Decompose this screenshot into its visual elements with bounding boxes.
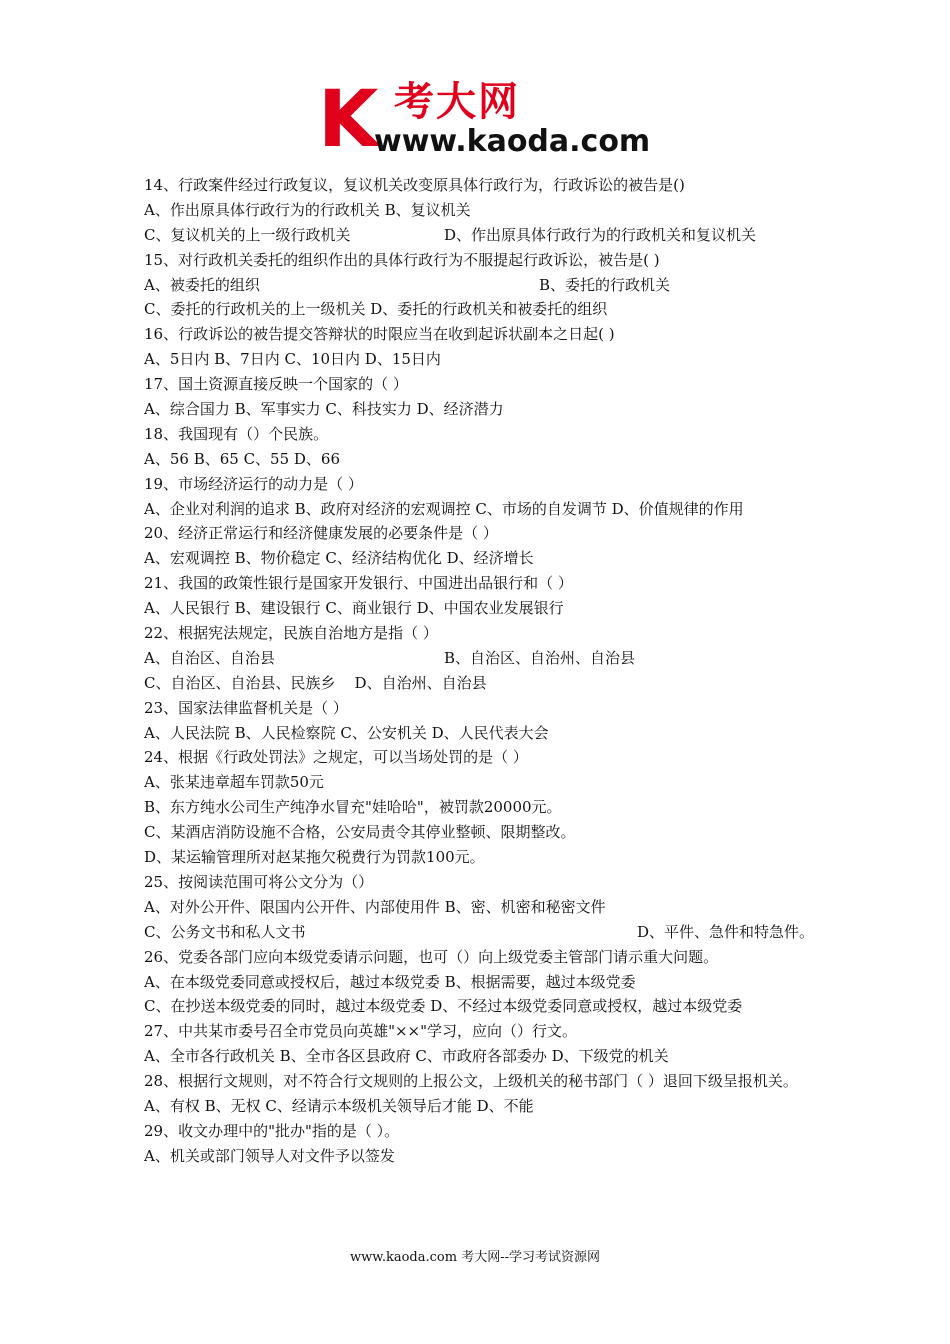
question-26: 26、党委各部门应向本级党委请示问题，也可（）向上级党委主管部门请示重大问题。 — [144, 947, 719, 966]
option-24-a: A、张某违章超车罚款50元 — [144, 773, 324, 792]
option-15-b: B、委托的行政机关 — [539, 275, 671, 294]
options-15-ab — [144, 273, 814, 298]
question-23: 23、国家法律监督机关是（ ） — [144, 698, 348, 717]
options-17: A、综合国力 B、军事实力 C、科技实力 D、经济潜力 — [144, 400, 504, 419]
option-24-c: C、某酒店消防设施不合格，公安局责令其停业整顿、限期整改。 — [144, 823, 576, 842]
options-20: A、宏观调控 B、物价稳定 C、经济结构优化 D、经济增长 — [144, 549, 534, 568]
option-25-c: C、公务文书和私人文书 — [144, 922, 306, 941]
option-25-d: D、平件、急件和特急件。 — [636, 922, 814, 941]
logo-url: www.kaoda.com — [374, 124, 651, 159]
option-14-c: C、复议机关的上一级行政机关 — [144, 225, 351, 244]
options-25-ab: A、对外公开件、限国内公开件、内部使用件 B、密、机密和秘密文件 — [144, 897, 606, 916]
question-27: 27、中共某市委号召全市党员向英雄"××"学习，应向（）行文。 — [144, 1022, 578, 1041]
question-24: 24、根据《行政处罚法》之规定，可以当场处罚的是（ ） — [144, 748, 528, 767]
options-22-cd: C、自治区、自治县、民族乡 D、自治州、自治县 — [144, 673, 487, 692]
question-25: 25、按阅读范围可将公文分为（） — [144, 872, 374, 891]
logo-k-mark: K — [318, 75, 377, 165]
question-29: 29、收文办理中的"批办"指的是（ ）。 — [144, 1121, 400, 1140]
kaoda-logo — [318, 75, 651, 165]
options-26-cd: C、在抄送本级党委的同时，越过本级党委 D、不经过本级党委同意或授权，越过本级党委 — [144, 997, 743, 1016]
question-15: 15、对行政机关委托的组织作出的具体行政行为不服提起行政诉讼，被告是( ) — [144, 250, 660, 269]
option-14-d: D、作出原具体行政行为的行政机关和复议机关 — [444, 225, 757, 244]
question-14: 14、行政案件经过行政复议，复议机关改变原具体行政行为，行政诉讼的被告是() — [144, 176, 685, 194]
question-21: 21、我国的政策性银行是国家开发银行、中国进出品银行和（ ） — [144, 574, 573, 593]
question-18: 18、我国现有（）个民族。 — [144, 424, 329, 443]
options-14-ab: A、作出原具体行政行为的行政机关 B、复议机关 — [144, 200, 471, 219]
option-15-a: A、被委托的组织 — [144, 275, 260, 294]
question-22: 22、根据宪法规定，民族自治地方是指（ ） — [144, 624, 438, 643]
options-21: A、人民银行 B、建设银行 C、商业银行 D、中国农业发展银行 — [144, 599, 564, 618]
options-22-ab — [144, 646, 814, 671]
options-16: A、5日内 B、7日内 C、10日内 D、15日内 — [144, 350, 441, 369]
option-22-a: A、自治区、自治县 — [144, 648, 275, 667]
options-25-cd — [144, 920, 814, 945]
options-27: A、全市各行政机关 B、全市各区县政府 C、市政府各部委办 D、下级党的机关 — [144, 1047, 669, 1066]
question-19: 19、市场经济运行的动力是（ ） — [144, 474, 363, 493]
options-18: A、56 B、65 C、55 D、66 — [144, 449, 341, 468]
options-23: A、人民法院 B、人民检察院 C、公安机关 D、人民代表大会 — [144, 723, 549, 742]
page-footer: www.kaoda.com 考大网--学习考试资源网 — [350, 1250, 600, 1265]
options-26-ab: A、在本级党委同意或授权后，越过本级党委 B、根据需要，越过本级党委 — [144, 972, 636, 991]
options-14-cd — [144, 223, 814, 248]
option-24-d: D、某运输管理所对赵某拖欠税费行为罚款100元。 — [144, 848, 485, 867]
question-list — [144, 173, 814, 1169]
question-20: 20、经济正常运行和经济健康发展的必要条件是（ ） — [144, 524, 498, 543]
option-22-b: B、自治区、自治州、自治县 — [444, 648, 636, 667]
option-24-b: B、东方纯水公司生产纯净水冒充"娃哈哈"，被罚款20000元。 — [144, 798, 562, 817]
question-16: 16、行政诉讼的被告提交答辩状的时限应当在收到起诉状副本之日起( ) — [144, 325, 615, 344]
logo-name: 考大网 — [394, 79, 520, 125]
options-19: A、企业对利润的追求 B、政府对经济的宏观调控 C、市场的自发调节 D、价值规律的作用 — [144, 499, 744, 518]
question-28: 28、根据行文规则，对不符合行文规则的上报公文，上级机关的秘书部门（ ）退回下级呈报机关。 — [144, 1072, 798, 1091]
options-28: A、有权 B、无权 C、经请示本级机关领导后才能 D、不能 — [144, 1096, 534, 1115]
option-29-a: A、机关或部门领导人对文件予以签发 — [144, 1146, 395, 1165]
question-17: 17、国土资源直接反映一个国家的（ ） — [144, 375, 408, 394]
options-15-cd: C、委托的行政机关的上一级机关 D、委托的行政机关和被委托的组织 — [144, 300, 608, 319]
